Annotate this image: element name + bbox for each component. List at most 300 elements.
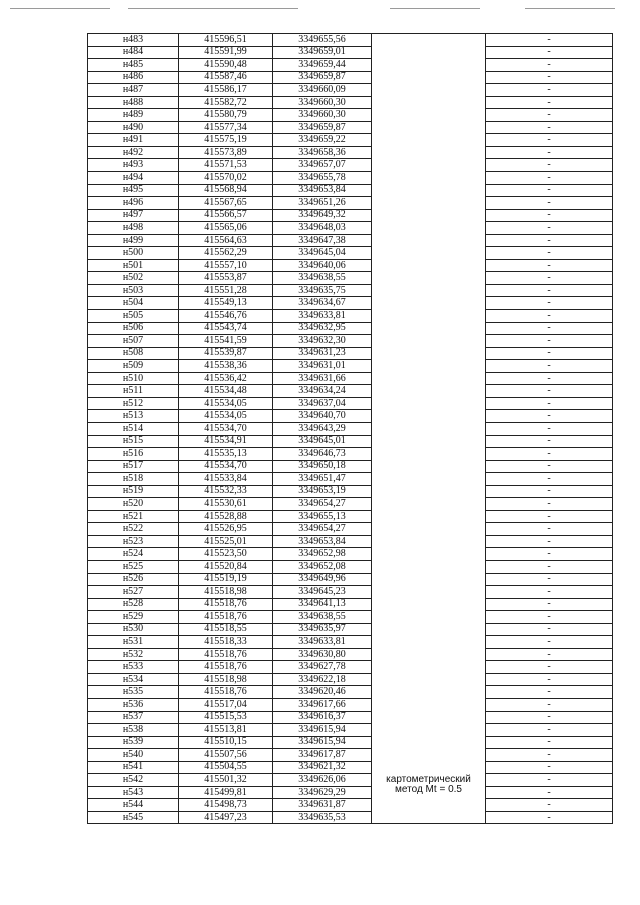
x-coordinate-cell: 415587,46 [179, 71, 273, 84]
table-row [88, 611, 613, 624]
point-id-cell: н527 [88, 586, 179, 599]
dash-cell: - [486, 724, 613, 737]
y-coordinate-cell: 3349633,81 [273, 310, 372, 323]
dash-cell: - [486, 96, 613, 109]
y-coordinate-cell: 3349621,32 [273, 761, 372, 774]
x-coordinate-cell: 415568,94 [179, 184, 273, 197]
point-id-cell: н537 [88, 711, 179, 724]
table-row [88, 322, 613, 335]
point-id-cell: н489 [88, 109, 179, 122]
x-coordinate-cell: 415534,70 [179, 460, 273, 473]
x-coordinate-cell: 415530,61 [179, 498, 273, 511]
point-id-cell: н517 [88, 460, 179, 473]
y-coordinate-cell: 3349643,29 [273, 422, 372, 435]
y-coordinate-cell: 3349660,30 [273, 109, 372, 122]
dash-cell: - [486, 297, 613, 310]
x-coordinate-cell: 415534,05 [179, 410, 273, 423]
y-coordinate-cell: 3349617,87 [273, 749, 372, 762]
table-row [88, 109, 613, 122]
y-coordinate-cell: 3349648,03 [273, 222, 372, 235]
y-coordinate-cell: 3349635,97 [273, 623, 372, 636]
y-coordinate-cell: 3349649,32 [273, 209, 372, 222]
dash-cell: - [486, 548, 613, 561]
dash-cell: - [486, 799, 613, 812]
table-row [88, 297, 613, 310]
point-id-cell: н492 [88, 146, 179, 159]
x-coordinate-cell: 415518,76 [179, 686, 273, 699]
table-row [88, 648, 613, 661]
table-row [88, 422, 613, 435]
table-row [88, 372, 613, 385]
table-row [88, 259, 613, 272]
point-id-cell: н486 [88, 71, 179, 84]
point-id-cell: н485 [88, 59, 179, 72]
point-id-cell: н521 [88, 510, 179, 523]
x-coordinate-cell: 415518,98 [179, 586, 273, 599]
point-id-cell: н522 [88, 523, 179, 536]
dash-cell: - [486, 560, 613, 573]
y-coordinate-cell: 3349651,26 [273, 197, 372, 210]
y-coordinate-cell: 3349657,07 [273, 159, 372, 172]
point-id-cell: н510 [88, 372, 179, 385]
y-coordinate-cell: 3349630,80 [273, 648, 372, 661]
dash-cell: - [486, 636, 613, 649]
dash-cell: - [486, 774, 613, 787]
dash-cell: - [486, 686, 613, 699]
point-id-cell: н491 [88, 134, 179, 147]
dash-cell: - [486, 410, 613, 423]
point-id-cell: н501 [88, 259, 179, 272]
y-coordinate-cell: 3349631,01 [273, 360, 372, 373]
scan-edge-line [390, 8, 480, 9]
x-coordinate-cell: 415525,01 [179, 535, 273, 548]
dash-cell: - [486, 34, 613, 47]
table-row [88, 159, 613, 172]
y-coordinate-cell: 3349620,46 [273, 686, 372, 699]
table-row [88, 71, 613, 84]
dash-cell: - [486, 598, 613, 611]
y-coordinate-cell: 3349615,94 [273, 724, 372, 737]
y-coordinate-cell: 3349646,73 [273, 448, 372, 461]
x-coordinate-cell: 415533,84 [179, 473, 273, 486]
table-row [88, 146, 613, 159]
point-id-cell: н493 [88, 159, 179, 172]
y-coordinate-cell: 3349627,78 [273, 661, 372, 674]
x-coordinate-cell: 415535,13 [179, 448, 273, 461]
y-coordinate-cell: 3349654,27 [273, 523, 372, 536]
table-row [88, 134, 613, 147]
point-id-cell: н540 [88, 749, 179, 762]
dash-cell: - [486, 698, 613, 711]
y-coordinate-cell: 3349629,29 [273, 786, 372, 799]
point-id-cell: н513 [88, 410, 179, 423]
table-row [88, 435, 613, 448]
dash-cell: - [486, 222, 613, 235]
method-line-1: картометрический [386, 774, 471, 786]
x-coordinate-cell: 415591,99 [179, 46, 273, 59]
y-coordinate-cell: 3349635,53 [273, 811, 372, 824]
y-coordinate-cell: 3349660,09 [273, 84, 372, 97]
dash-cell: - [486, 335, 613, 348]
table-row [88, 385, 613, 398]
point-id-cell: н532 [88, 648, 179, 661]
point-id-cell: н496 [88, 197, 179, 210]
y-coordinate-cell: 3349652,08 [273, 560, 372, 573]
y-coordinate-cell: 3349659,87 [273, 121, 372, 134]
table-row [88, 535, 613, 548]
dash-cell: - [486, 535, 613, 548]
dash-cell: - [486, 259, 613, 272]
point-id-cell: н541 [88, 761, 179, 774]
x-coordinate-cell: 415497,23 [179, 811, 273, 824]
y-coordinate-cell: 3349634,24 [273, 385, 372, 398]
table-row [88, 172, 613, 185]
y-coordinate-cell: 3349645,01 [273, 435, 372, 448]
y-coordinate-cell: 3349634,67 [273, 297, 372, 310]
table-row [88, 473, 613, 486]
dash-cell: - [486, 134, 613, 147]
x-coordinate-cell: 415510,15 [179, 736, 273, 749]
x-coordinate-cell: 415570,02 [179, 172, 273, 185]
table-row [88, 686, 613, 699]
point-id-cell: н514 [88, 422, 179, 435]
y-coordinate-cell: 3349638,55 [273, 611, 372, 624]
table-row [88, 799, 613, 812]
x-coordinate-cell: 415539,87 [179, 347, 273, 360]
dash-cell: - [486, 284, 613, 297]
dash-cell: - [486, 435, 613, 448]
y-coordinate-cell: 3349658,36 [273, 146, 372, 159]
table-row [88, 749, 613, 762]
point-id-cell: н504 [88, 297, 179, 310]
x-coordinate-cell: 415596,51 [179, 34, 273, 47]
scan-edge-line [128, 8, 298, 9]
x-coordinate-cell: 415590,48 [179, 59, 273, 72]
table-row [88, 46, 613, 59]
table-row [88, 410, 613, 423]
x-coordinate-cell: 415520,84 [179, 560, 273, 573]
table-row [88, 59, 613, 72]
x-coordinate-cell: 415536,42 [179, 372, 273, 385]
table-row [88, 347, 613, 360]
table-row [88, 724, 613, 737]
table-row [88, 774, 613, 787]
y-coordinate-cell: 3349615,94 [273, 736, 372, 749]
point-id-cell: н494 [88, 172, 179, 185]
y-coordinate-cell: 3349652,98 [273, 548, 372, 561]
y-coordinate-cell: 3349647,38 [273, 234, 372, 247]
x-coordinate-cell: 415582,72 [179, 96, 273, 109]
table-row [88, 34, 613, 47]
dash-cell: - [486, 385, 613, 398]
point-id-cell: н518 [88, 473, 179, 486]
point-id-cell: н545 [88, 811, 179, 824]
dash-cell: - [486, 623, 613, 636]
y-coordinate-cell: 3349655,13 [273, 510, 372, 523]
y-coordinate-cell: 3349640,70 [273, 410, 372, 423]
point-id-cell: н507 [88, 335, 179, 348]
x-coordinate-cell: 415532,33 [179, 485, 273, 498]
point-id-cell: н512 [88, 397, 179, 410]
y-coordinate-cell: 3349622,18 [273, 673, 372, 686]
table-row [88, 272, 613, 285]
dash-cell: - [486, 673, 613, 686]
point-id-cell: н506 [88, 322, 179, 335]
dash-cell: - [486, 460, 613, 473]
dash-cell: - [486, 611, 613, 624]
method-line-2: метод Mt = 0.5 [395, 784, 462, 796]
point-id-cell: н500 [88, 247, 179, 260]
x-coordinate-cell: 415577,34 [179, 121, 273, 134]
point-id-cell: н495 [88, 184, 179, 197]
y-coordinate-cell: 3349659,01 [273, 46, 372, 59]
dash-cell: - [486, 761, 613, 774]
point-id-cell: н498 [88, 222, 179, 235]
dash-cell: - [486, 510, 613, 523]
point-id-cell: н536 [88, 698, 179, 711]
x-coordinate-cell: 415567,65 [179, 197, 273, 210]
table-row [88, 786, 613, 799]
x-coordinate-cell: 415515,53 [179, 711, 273, 724]
table-row [88, 284, 613, 297]
dash-cell: - [486, 146, 613, 159]
dash-cell: - [486, 84, 613, 97]
y-coordinate-cell: 3349631,87 [273, 799, 372, 812]
point-id-cell: н503 [88, 284, 179, 297]
table-row [88, 222, 613, 235]
table-row [88, 197, 613, 210]
point-id-cell: н528 [88, 598, 179, 611]
y-coordinate-cell: 3349641,13 [273, 598, 372, 611]
table-row [88, 761, 613, 774]
dash-cell: - [486, 71, 613, 84]
dash-cell: - [486, 347, 613, 360]
table-row [88, 586, 613, 599]
y-coordinate-cell: 3349659,22 [273, 134, 372, 147]
x-coordinate-cell: 415523,50 [179, 548, 273, 561]
x-coordinate-cell: 415513,81 [179, 724, 273, 737]
dash-cell: - [486, 648, 613, 661]
y-coordinate-cell: 3349653,19 [273, 485, 372, 498]
y-coordinate-cell: 3349632,95 [273, 322, 372, 335]
table-row [88, 448, 613, 461]
x-coordinate-cell: 415501,32 [179, 774, 273, 787]
coordinates-table-body [88, 34, 613, 824]
x-coordinate-cell: 415573,89 [179, 146, 273, 159]
x-coordinate-cell: 415580,79 [179, 109, 273, 122]
y-coordinate-cell: 3349653,84 [273, 184, 372, 197]
y-coordinate-cell: 3349651,47 [273, 473, 372, 486]
point-id-cell: н526 [88, 573, 179, 586]
x-coordinate-cell: 415534,48 [179, 385, 273, 398]
dash-cell: - [486, 209, 613, 222]
table-row [88, 510, 613, 523]
point-id-cell: н544 [88, 799, 179, 812]
point-id-cell: н483 [88, 34, 179, 47]
x-coordinate-cell: 415518,76 [179, 598, 273, 611]
table-row [88, 485, 613, 498]
y-coordinate-cell: 3349638,55 [273, 272, 372, 285]
point-id-cell: н511 [88, 385, 179, 398]
x-coordinate-cell: 415518,98 [179, 673, 273, 686]
y-coordinate-cell: 3349640,06 [273, 259, 372, 272]
x-coordinate-cell: 415534,91 [179, 435, 273, 448]
y-coordinate-cell: 3349654,27 [273, 498, 372, 511]
table-row [88, 184, 613, 197]
table-row [88, 698, 613, 711]
point-id-cell: н533 [88, 661, 179, 674]
point-id-cell: н499 [88, 234, 179, 247]
point-id-cell: н519 [88, 485, 179, 498]
table-row [88, 96, 613, 109]
point-id-cell: н531 [88, 636, 179, 649]
x-coordinate-cell: 415546,76 [179, 310, 273, 323]
point-id-cell: н535 [88, 686, 179, 699]
dash-cell: - [486, 360, 613, 373]
y-coordinate-cell: 3349626,06 [273, 774, 372, 787]
table-row [88, 84, 613, 97]
point-id-cell: н530 [88, 623, 179, 636]
x-coordinate-cell: 415538,36 [179, 360, 273, 373]
point-id-cell: н539 [88, 736, 179, 749]
table-row [88, 247, 613, 260]
y-coordinate-cell: 3349649,96 [273, 573, 372, 586]
point-id-cell: н484 [88, 46, 179, 59]
dash-cell: - [486, 159, 613, 172]
point-id-cell: н515 [88, 435, 179, 448]
x-coordinate-cell: 415498,73 [179, 799, 273, 812]
y-coordinate-cell: 3349635,75 [273, 284, 372, 297]
x-coordinate-cell: 415586,17 [179, 84, 273, 97]
point-id-cell: н534 [88, 673, 179, 686]
table-row [88, 523, 613, 536]
dash-cell: - [486, 736, 613, 749]
dash-cell: - [486, 322, 613, 335]
y-coordinate-cell: 3349655,78 [273, 172, 372, 185]
x-coordinate-cell: 415507,56 [179, 749, 273, 762]
x-coordinate-cell: 415528,88 [179, 510, 273, 523]
table-row [88, 548, 613, 561]
y-coordinate-cell: 3349632,30 [273, 335, 372, 348]
dash-cell: - [486, 498, 613, 511]
dash-cell: - [486, 711, 613, 724]
point-id-cell: н543 [88, 786, 179, 799]
y-coordinate-cell: 3349659,44 [273, 59, 372, 72]
point-id-cell: н516 [88, 448, 179, 461]
x-coordinate-cell: 415534,70 [179, 422, 273, 435]
dash-cell: - [486, 448, 613, 461]
dash-cell: - [486, 473, 613, 486]
table-row [88, 811, 613, 824]
scan-edge-line [10, 8, 110, 9]
point-id-cell: н490 [88, 121, 179, 134]
point-id-cell: н509 [88, 360, 179, 373]
y-coordinate-cell: 3349650,18 [273, 460, 372, 473]
dash-cell: - [486, 397, 613, 410]
dash-cell: - [486, 749, 613, 762]
table-row [88, 711, 613, 724]
dash-cell: - [486, 197, 613, 210]
point-id-cell: н508 [88, 347, 179, 360]
table-row [88, 573, 613, 586]
y-coordinate-cell: 3349631,23 [273, 347, 372, 360]
dash-cell: - [486, 184, 613, 197]
table-row [88, 498, 613, 511]
x-coordinate-cell: 415541,59 [179, 335, 273, 348]
dash-cell: - [486, 422, 613, 435]
x-coordinate-cell: 415575,19 [179, 134, 273, 147]
dash-cell: - [486, 811, 613, 824]
x-coordinate-cell: 415549,13 [179, 297, 273, 310]
x-coordinate-cell: 415543,74 [179, 322, 273, 335]
y-coordinate-cell: 3349617,66 [273, 698, 372, 711]
x-coordinate-cell: 415499,81 [179, 786, 273, 799]
x-coordinate-cell: 415564,63 [179, 234, 273, 247]
point-id-cell: н487 [88, 84, 179, 97]
x-coordinate-cell: 415526,95 [179, 523, 273, 536]
point-id-cell: н488 [88, 96, 179, 109]
point-id-cell: н502 [88, 272, 179, 285]
dash-cell: - [486, 372, 613, 385]
dash-cell: - [486, 121, 613, 134]
dash-cell: - [486, 172, 613, 185]
table-row [88, 636, 613, 649]
dash-cell: - [486, 586, 613, 599]
point-id-cell: н525 [88, 560, 179, 573]
dash-cell: - [486, 234, 613, 247]
table-row [88, 310, 613, 323]
table-row [88, 560, 613, 573]
x-coordinate-cell: 415518,76 [179, 648, 273, 661]
table-row [88, 397, 613, 410]
dash-cell: - [486, 523, 613, 536]
x-coordinate-cell: 415519,19 [179, 573, 273, 586]
y-coordinate-cell: 3349653,84 [273, 535, 372, 548]
point-id-cell: н524 [88, 548, 179, 561]
y-coordinate-cell: 3349631,66 [273, 372, 372, 385]
y-coordinate-cell: 3349633,81 [273, 636, 372, 649]
dash-cell: - [486, 109, 613, 122]
point-id-cell: н523 [88, 535, 179, 548]
x-coordinate-cell: 415518,33 [179, 636, 273, 649]
x-coordinate-cell: 415565,06 [179, 222, 273, 235]
x-coordinate-cell: 415557,10 [179, 259, 273, 272]
x-coordinate-cell: 415571,53 [179, 159, 273, 172]
x-coordinate-cell: 415517,04 [179, 698, 273, 711]
y-coordinate-cell: 3349660,30 [273, 96, 372, 109]
dash-cell: - [486, 310, 613, 323]
x-coordinate-cell: 415504,55 [179, 761, 273, 774]
coordinates-table [87, 33, 613, 824]
dash-cell: - [486, 786, 613, 799]
table-row [88, 598, 613, 611]
x-coordinate-cell: 415518,55 [179, 623, 273, 636]
dash-cell: - [486, 485, 613, 498]
x-coordinate-cell: 415551,28 [179, 284, 273, 297]
scan-edge-line [525, 8, 615, 9]
dash-cell: - [486, 59, 613, 72]
y-coordinate-cell: 3349616,37 [273, 711, 372, 724]
dash-cell: - [486, 272, 613, 285]
dash-cell: - [486, 661, 613, 674]
point-id-cell: н520 [88, 498, 179, 511]
y-coordinate-cell: 3349637,04 [273, 397, 372, 410]
table-row [88, 335, 613, 348]
table-row [88, 661, 613, 674]
table-row [88, 673, 613, 686]
table-row [88, 460, 613, 473]
y-coordinate-cell: 3349655,56 [273, 34, 372, 47]
